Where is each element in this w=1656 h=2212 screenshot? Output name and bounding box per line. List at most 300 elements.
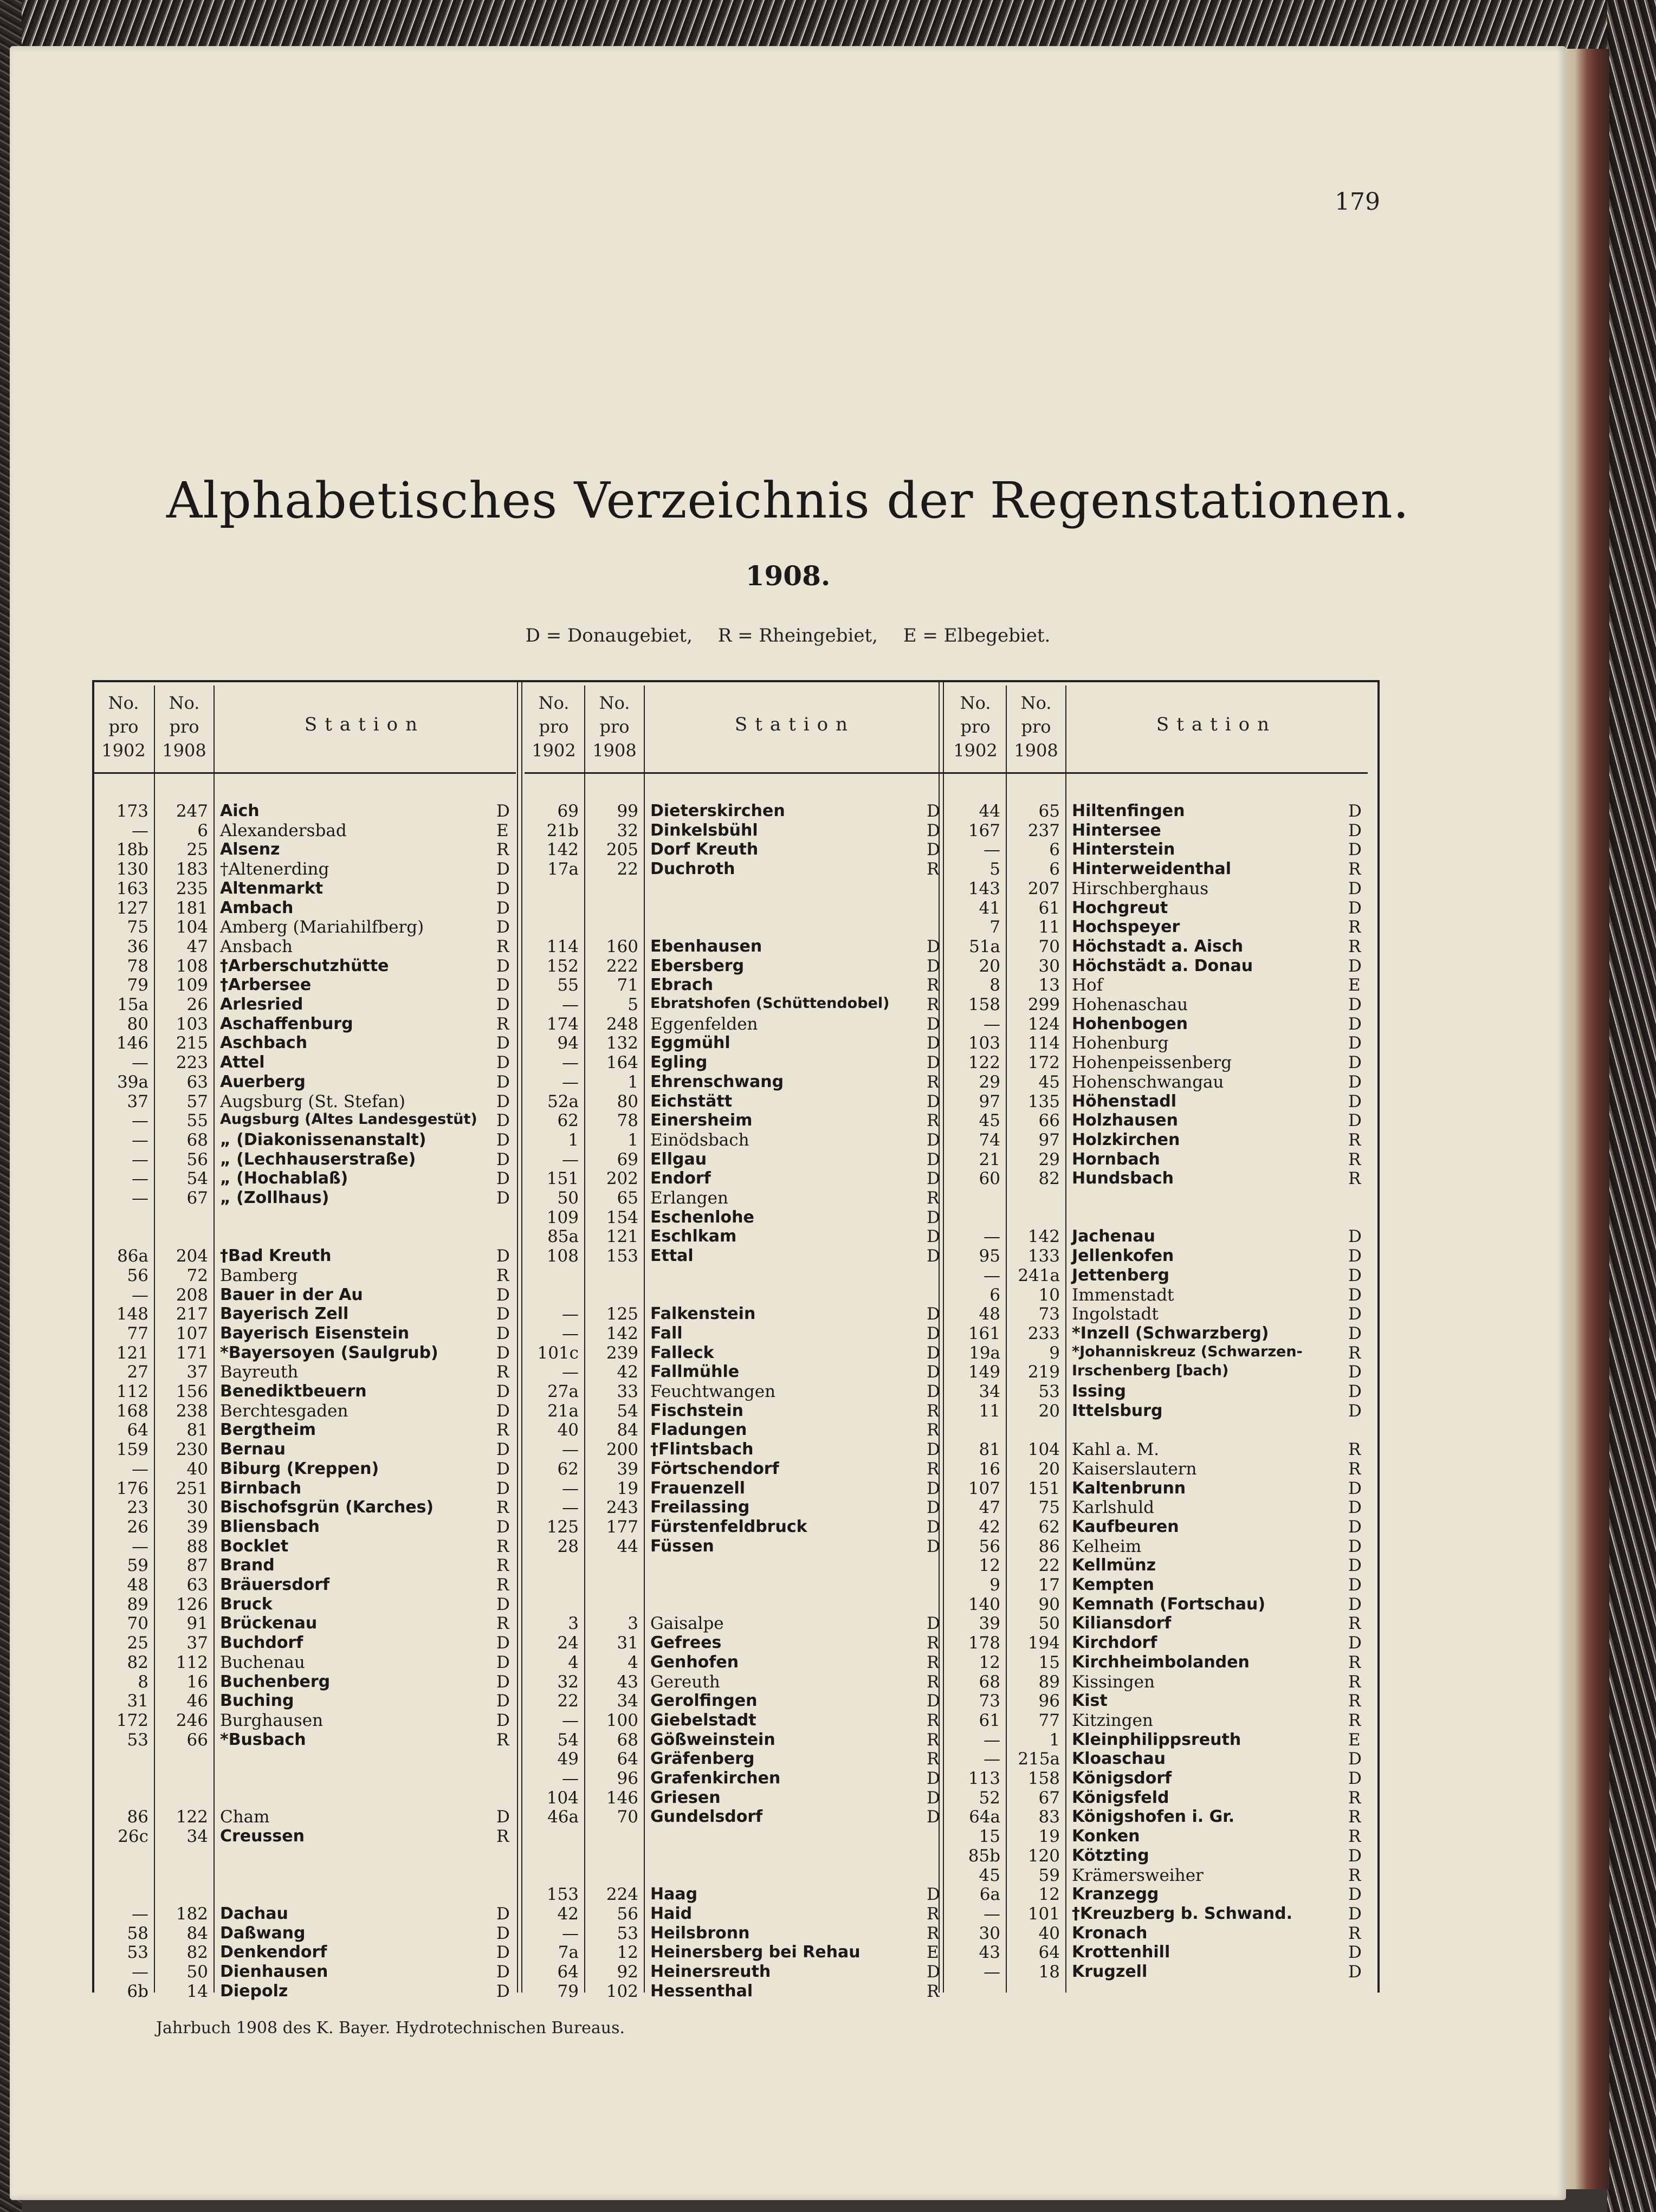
number-1902: — [562,1498,579,1518]
number-1902: 41 [979,898,1000,918]
station-name: Kiliansdorf [1072,1614,1172,1633]
number-1902: 21a [547,1401,579,1421]
station-name: Amberg (Mariahilfberg) [220,917,424,937]
table-row [946,1343,1368,1363]
station-name: Karlshuld [1072,1498,1154,1518]
number-1908: 230 [176,1440,208,1460]
number-1902: 31 [127,1691,148,1711]
number-1902: — [562,1710,579,1730]
table-row [525,1401,946,1421]
basin-code: D [496,1517,510,1537]
station-name: Eichstätt [650,1091,733,1111]
basin-code: R [496,1827,509,1847]
basin-code: D [927,1362,940,1382]
number-1902: — [984,1265,1000,1285]
number-1908: 81 [186,1420,208,1440]
number-1902: — [984,1962,1000,1982]
station-name: Fallmühle [650,1362,740,1382]
station-name: Jellenkofen [1072,1246,1174,1266]
number-1902: 152 [546,956,579,976]
station-name: Holzkirchen [1072,1130,1180,1149]
basin-code: D [927,1885,940,1905]
number-1902: 34 [979,1382,1000,1401]
number-1902: 81 [979,1440,1000,1460]
table-row [946,1749,1368,1769]
basin-code: R [927,1420,940,1440]
number-1902: 161 [968,1323,1000,1343]
basin-code: D [1348,1885,1362,1905]
table-row [525,1633,946,1653]
station-name: Erlangen [650,1188,728,1208]
table-row [525,937,946,956]
station-name: Ansbach [220,936,293,956]
number-1908: 73 [1038,1304,1060,1324]
basin-code: R [927,1923,940,1943]
basin-code: R [496,1536,509,1556]
basin-code: R [927,1072,940,1092]
number-1902: — [562,1769,579,1788]
basin-code: D [496,1904,510,1924]
station-name: Ebenhausen [650,936,762,956]
number-1902: — [562,1323,579,1343]
number-1908: 70 [1038,936,1060,956]
cover-edge-top [0,0,1656,49]
number-1908: 223 [176,1053,208,1073]
table-row [525,840,946,859]
table-row [525,1033,946,1053]
number-1908: 63 [186,1072,208,1092]
station-name: Hof [1072,975,1103,995]
station-name: Ellgau [650,1149,707,1169]
station-name: Königsfeld [1072,1788,1169,1807]
table-row [94,898,516,918]
basin-code: D [496,1691,510,1711]
table-row [525,1614,946,1633]
basin-code: D [496,1943,510,1963]
number-1908: 108 [176,956,208,976]
number-1908: 172 [1027,1053,1060,1073]
basin-code: R [496,1420,509,1440]
number-1908: 217 [176,1304,208,1324]
number-1902: 146 [116,1033,148,1053]
number-1908: 67 [1038,1788,1060,1808]
station-name: Dienhausen [220,1962,328,1981]
table-row [525,1711,946,1730]
basin-code: D [927,1207,940,1227]
number-1902: 21b [546,820,579,840]
station-name: Endorf [650,1169,711,1188]
station-name: Benediktbeuern [220,1382,367,1401]
table-row [94,1479,516,1498]
station-name: Kelheim [1072,1536,1142,1556]
number-1902: 163 [116,878,148,898]
station-name: *Busbach [220,1730,306,1749]
station-name: Aich [220,801,260,820]
table-row [94,1053,516,1072]
station-name: Bliensbach [220,1517,320,1536]
table-row [94,1633,516,1653]
station-name: Falkenstein [650,1304,756,1324]
table-row [94,1343,516,1363]
table-row [946,1924,1368,1943]
basin-code: D [1348,878,1362,898]
table-row [94,1188,516,1208]
station-name: Hochgreut [1072,898,1168,917]
number-1902: 42 [979,1517,1000,1537]
number-1902: 153 [546,1885,579,1905]
station-name: Biburg (Kreppen) [220,1459,379,1478]
table-row [525,1014,946,1034]
number-1908: 1 [1049,1730,1060,1750]
number-1908: 101 [1027,1904,1060,1924]
number-1908: 164 [606,1053,638,1073]
station-header: Station [734,714,856,735]
number-1902: 95 [979,1246,1000,1266]
basin-code: R [1348,1652,1361,1672]
basin-code: D [496,1652,510,1672]
station-name: Krugzell [1072,1962,1148,1981]
station-name: Feuchtwangen [650,1382,776,1401]
number-1908: 177 [606,1517,638,1537]
station-name: Bayerisch Zell [220,1304,349,1324]
station-name: Einödsbach [650,1130,749,1150]
number-1902: 43 [979,1943,1000,1963]
basin-code: D [1348,840,1362,860]
basin-code: D [496,1169,510,1189]
number-1902: 26c [118,1827,148,1847]
number-1902: 64 [127,1420,148,1440]
station-name: Ebersberg [650,956,745,975]
table-row [946,1150,1368,1169]
number-1902: 130 [116,859,148,879]
station-name: †Altenerding [220,859,329,879]
number-1902: — [562,1923,579,1943]
basin-code: D [496,1981,510,2001]
basin-code: R [927,1672,940,1692]
number-1902: 45 [979,1865,1000,1885]
number-1902: — [562,1478,579,1498]
basin-code: D [927,1014,940,1034]
table-row [525,1672,946,1692]
number-1908: 56 [186,1149,208,1169]
station-name: Aschbach [220,1033,308,1053]
station-name: Königshofen i. Gr. [1072,1807,1235,1827]
basin-code: D [1348,1536,1362,1556]
number-1908: 13 [1038,975,1060,995]
number-1902: 104 [546,1788,579,1808]
number-1902: — [132,1188,148,1208]
number-1908: 104 [1027,1440,1060,1460]
station-name: Alsenz [220,840,280,859]
number-1908: 238 [176,1401,208,1421]
basin-code: D [496,1053,510,1073]
station-name: Altenmarkt [220,878,324,898]
number-1902: 18b [116,840,148,860]
number-1902: 159 [116,1440,148,1460]
basin-code: R [1348,1923,1361,1943]
table-column-2 [525,682,946,2001]
number-1908: 33 [617,1382,638,1401]
basin-code: D [1348,1014,1362,1034]
station-name: Dachau [220,1904,288,1923]
basin-code: D [496,917,510,937]
station-name: Hiltenfingen [1072,801,1185,820]
legend-rhine: R = Rheingebiet, [717,625,878,646]
number-1902: 114 [546,936,579,956]
number-1908: 40 [186,1459,208,1479]
station-name: Höchstadt a. Aisch [1072,936,1244,956]
basin-code: D [496,859,510,879]
station-name: Königsdorf [1072,1769,1172,1788]
number-1908: 53 [1038,1382,1060,1401]
table-row [525,1111,946,1130]
number-1908: 235 [176,878,208,898]
number-1902: 25 [127,1633,148,1653]
table-row [525,1362,946,1382]
number-1908: 171 [176,1343,208,1363]
table-row [525,1749,946,1769]
station-name: Cham [220,1807,270,1827]
station-name: Bayreuth [220,1362,299,1382]
number-1908: 16 [186,1672,208,1692]
station-name: Ittelsburg [1072,1401,1163,1420]
number-1908: 132 [606,1033,638,1053]
basin-code: R [927,1111,940,1131]
basin-code: D [927,1478,940,1498]
number-1902: — [984,840,1000,860]
basin-code: D [1348,1285,1362,1305]
number-1908: 215 [176,1033,208,1053]
table-row [94,1943,516,1962]
table-row [946,937,1368,956]
number-1908: 30 [186,1498,208,1518]
table-row [525,1653,946,1672]
number-1908: 114 [1027,1033,1060,1053]
table-row [946,1827,1368,1846]
table-row [946,1266,1368,1285]
number-1902: 108 [546,1246,579,1266]
basin-code: E [1348,1730,1361,1750]
table-row [525,1208,946,1227]
station-name: „ (Hochablaß) [220,1169,348,1188]
basin-code: D [927,1769,940,1788]
station-name: Kirchdorf [1072,1633,1157,1653]
table-row [525,995,946,1014]
station-name: *Johanniskreuz (Schwarzen- [1072,1343,1303,1360]
number-1908: 37 [186,1633,208,1653]
number-1908: 69 [617,1149,638,1169]
table-row [94,1827,516,1846]
number-1902: 107 [968,1478,1000,1498]
station-name: Bocklet [220,1536,289,1556]
table-row [94,1420,516,1440]
number-1902: 80 [127,1014,148,1034]
station-name: Kaiserslautern [1072,1459,1197,1479]
basin-code: D [1348,1265,1362,1285]
station-name: Dieterskirchen [650,801,785,820]
basin-code: R [927,1904,940,1924]
basin-code: R [927,1188,940,1208]
basin-code: D [496,1285,510,1305]
basin-code: R [496,1730,509,1750]
table-row [525,1807,946,1827]
table-row [525,1053,946,1072]
basin-code: R [1348,1614,1361,1634]
station-name: *Bayersoyen (Saulgrub) [220,1343,438,1362]
number-1908: 104 [176,917,208,937]
station-name: Buchenberg [220,1672,331,1691]
table-row [94,1711,516,1730]
number-1908: 3 [628,1614,638,1634]
basin-code: D [496,956,510,976]
number-1902: — [984,1904,1000,1924]
number-1908: 31 [617,1633,638,1653]
number-1902: — [132,1536,148,1556]
station-name: Höhenstadl [1072,1091,1176,1111]
footer-citation: Jahrbuch 1908 des K. Bayer. Hydrotechnischen Bureaus. [156,2019,625,2038]
number-1902: 1 [568,1130,579,1150]
number-1908: 239 [606,1343,638,1363]
station-name: Augsburg (St. Stefan) [220,1091,405,1111]
station-name: Augsburg (Altes Landesgestüt) [220,1111,477,1128]
number-1902: 56 [127,1265,148,1285]
number-1902: — [562,1149,579,1169]
table-row [946,1575,1368,1595]
number-1902: 3 [568,1614,579,1634]
number-1902: 45 [979,1111,1000,1131]
number-1902: 75 [127,917,148,937]
number-1902: 32 [557,1672,579,1692]
number-1908: 6 [1049,840,1060,860]
station-name: Genhofen [650,1652,739,1672]
number-1902: 143 [968,878,1000,898]
basin-code: D [927,1227,940,1247]
number-1902: 53 [127,1943,148,1963]
table-row [525,1924,946,1943]
station-name: „ (Diakonissenanstalt) [220,1130,426,1149]
number-1902: 50 [557,1188,579,1208]
basin-code: D [496,975,510,995]
number-1908: 64 [1038,1943,1060,1963]
table-row [94,1440,516,1459]
number-1902: 127 [116,898,148,918]
basin-code: D [1348,1904,1362,1924]
number-1908: 77 [1038,1710,1060,1730]
number-1908: 12 [617,1943,638,1963]
table-row [525,821,946,840]
table-row [946,1537,1368,1556]
table-row [525,1943,946,1962]
table-row [525,1227,946,1246]
basin-code: D [1348,1749,1362,1769]
number-1908: 66 [186,1730,208,1750]
number-1902: — [562,1362,579,1382]
basin-code: R [496,936,509,956]
table-row [946,859,1368,879]
station-name: Hessenthal [650,1981,753,2001]
station-name: Brand [220,1556,275,1575]
station-name: Hinterweidenthal [1072,859,1231,879]
column-header: No. pro 1902 No. pro 1908 Station [946,685,1368,774]
station-name: Eschenlohe [650,1207,754,1227]
number-1908: 82 [186,1943,208,1963]
table-row [946,1653,1368,1672]
basin-code: R [927,1730,940,1750]
number-1908: 251 [176,1478,208,1498]
column-separator [517,682,522,1993]
station-name: Kloaschau [1072,1749,1166,1769]
number-1908: 20 [1038,1401,1060,1421]
table-row [946,1769,1368,1788]
station-header: Station [304,714,425,735]
basin-code: D [1348,1362,1362,1382]
basin-code: R [927,1633,940,1653]
number-1908: 151 [1027,1478,1060,1498]
table-row [94,1672,516,1692]
station-name: Kirchheimbolanden [1072,1652,1250,1672]
number-1908: 6 [1049,859,1060,879]
number-1902: 97 [979,1091,1000,1111]
number-1902: 7 [989,917,1000,937]
number-1902: 121 [116,1343,148,1363]
table-row [94,1575,516,1595]
table-row [94,879,516,898]
basin-code: R [496,1556,509,1576]
number-1908: 22 [617,859,638,879]
basin-code: D [496,1246,510,1266]
station-name: Bayerisch Eisenstein [220,1323,410,1343]
table-row [525,859,946,879]
number-1902: 101c [537,1343,579,1363]
table-row [94,1595,516,1614]
number-1908: 87 [186,1556,208,1576]
number-1902: 148 [116,1304,148,1324]
number-1908: 10 [1038,1285,1060,1305]
number-1902: 30 [979,1923,1000,1943]
number-1908: 125 [606,1304,638,1324]
number-1902: 73 [979,1691,1000,1711]
basin-code: D [1348,1072,1362,1092]
basin-code: D [1348,1091,1362,1111]
basin-code: D [927,1053,940,1073]
station-name: Hohenbogen [1072,1014,1188,1033]
station-name: Egling [650,1053,708,1072]
number-1902: — [132,1149,148,1169]
basin-code: D [496,1478,510,1498]
table-row [946,1807,1368,1827]
number-1908: 135 [1027,1091,1060,1111]
table-row [525,1246,946,1266]
number-1902: 85b [968,1846,1000,1866]
number-1908: 84 [186,1923,208,1943]
table-row [94,1807,516,1827]
table-row [94,1092,516,1111]
number-1908: 88 [186,1536,208,1556]
number-1908: 1 [628,1130,638,1150]
number-1908: 26 [186,995,208,1014]
basin-code: D [1348,898,1362,918]
station-name: Fürstenfeldbruck [650,1517,807,1536]
number-1902: 9 [989,1575,1000,1595]
number-1902: 16 [979,1459,1000,1479]
basin-code: D [927,840,940,860]
number-1902: 46a [547,1807,579,1827]
number-1902: 94 [557,1033,579,1053]
station-name: Attel [220,1053,265,1072]
table-column-1 [94,682,516,2001]
number-1908: 30 [1038,956,1060,976]
number-1902: 29 [979,1072,1000,1092]
